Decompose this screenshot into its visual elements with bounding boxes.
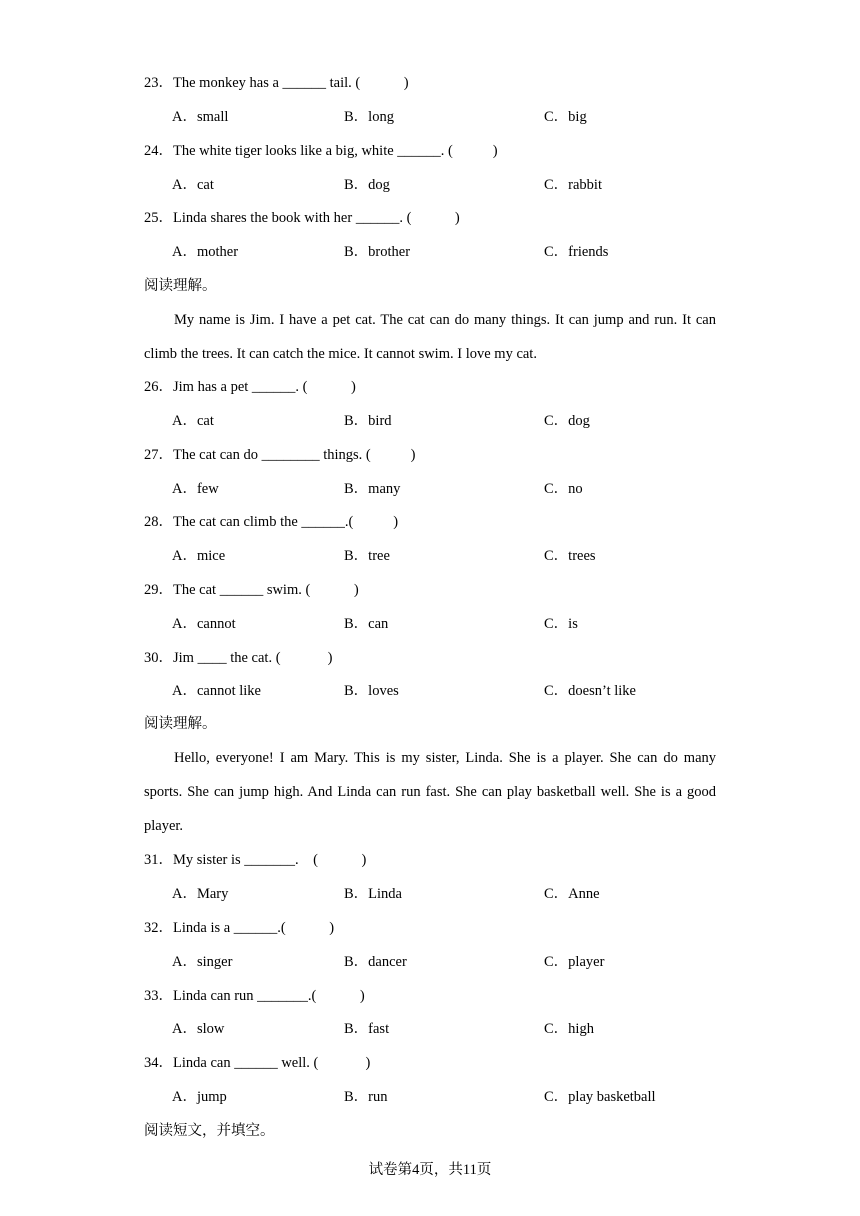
passage-1-text: My name is Jim. I have a pet cat. The cat can do many things. It can jump and run. It can climb the trees. It can catch the mice. It cannot swim. I love my cat. — [144, 312, 716, 362]
option-23-b: B．long — [344, 109, 394, 125]
option-29-b: B．can — [344, 616, 389, 632]
question-34: 34．Linda can ______ well. ( ) — [144, 1055, 371, 1071]
option-25-a: A．mother — [172, 244, 239, 260]
option-29-c: C．is — [544, 616, 578, 632]
option-32-c: C．player — [544, 954, 605, 970]
question-32: 32．Linda is a ______.( ) — [144, 920, 335, 936]
option-25-c: C．friends — [544, 244, 609, 260]
option-28-c: C．trees — [544, 548, 596, 564]
section-title-cloze: 阅读短文，并填空。 — [144, 1123, 275, 1139]
option-34-c: C．play basketball — [544, 1089, 656, 1105]
option-27-c: C．no — [544, 481, 583, 497]
option-34-b: B．run — [344, 1089, 388, 1105]
option-30-a: A．cannot like — [172, 683, 261, 699]
question-29: 29．The cat ______ swim. ( ) — [144, 582, 359, 598]
option-29-a: A．cannot — [172, 616, 236, 632]
question-30: 30．Jim ____ the cat. ( ) — [144, 650, 333, 666]
option-34-a: A．jump — [172, 1089, 227, 1105]
option-24-b: B．dog — [344, 177, 390, 193]
question-27: 27．The cat can do ________ things. ( ) — [144, 447, 416, 463]
section-title-reading-1: 阅读理解。 — [144, 278, 217, 294]
option-25-b: B．brother — [344, 244, 411, 260]
option-33-a: A．slow — [172, 1021, 225, 1037]
passage-2-text: Hello, everyone! I am Mary. This is my sister, Linda. She is a player. She can do many sports. She can jump high. And Linda can run fast. She can play basketball well. She is a good player. — [144, 750, 716, 834]
option-31-a: A．Mary — [172, 886, 229, 902]
option-28-b: B．tree — [344, 548, 390, 564]
option-26-a: A．cat — [172, 413, 214, 429]
option-23-a: A．small — [172, 109, 229, 125]
option-26-c: C．dog — [544, 413, 590, 429]
question-25: 25．Linda shares the book with her ______. ( ) — [144, 210, 460, 226]
option-31-c: C．Anne — [544, 886, 600, 902]
question-33: 33．Linda can run _______.( ) — [144, 988, 365, 1004]
option-33-c: C．high — [544, 1021, 594, 1037]
question-28: 28．The cat can climb the ______.( ) — [144, 514, 399, 530]
option-31-b: B．Linda — [344, 886, 402, 902]
question-23: 23．The monkey has a ______ tail. ( ) — [144, 75, 409, 91]
option-27-b: B．many — [344, 481, 401, 497]
option-23-c: C．big — [544, 109, 587, 125]
option-26-b: B．bird — [344, 413, 392, 429]
passage-1 — [144, 303, 716, 371]
option-24-c: C．rabbit — [544, 177, 602, 193]
option-24-a: A．cat — [172, 177, 214, 193]
option-30-c: C．doesn’t like — [544, 683, 636, 699]
option-30-b: B．loves — [344, 683, 399, 699]
option-27-a: A．few — [172, 481, 219, 497]
section-title-reading-2: 阅读理解。 — [144, 716, 217, 732]
passage-2 — [144, 741, 716, 843]
question-24: 24．The white tiger looks like a big, white ______. ( ) — [144, 143, 498, 159]
question-26: 26．Jim has a pet ______. ( ) — [144, 379, 356, 395]
option-32-a: A．singer — [172, 954, 233, 970]
option-33-b: B．fast — [344, 1021, 390, 1037]
page-footer: 试卷第4页，共11页 — [368, 1162, 492, 1178]
question-31: 31．My sister is _______. ( ) — [144, 852, 367, 868]
option-32-b: B．dancer — [344, 954, 407, 970]
option-28-a: A．mice — [172, 548, 226, 564]
